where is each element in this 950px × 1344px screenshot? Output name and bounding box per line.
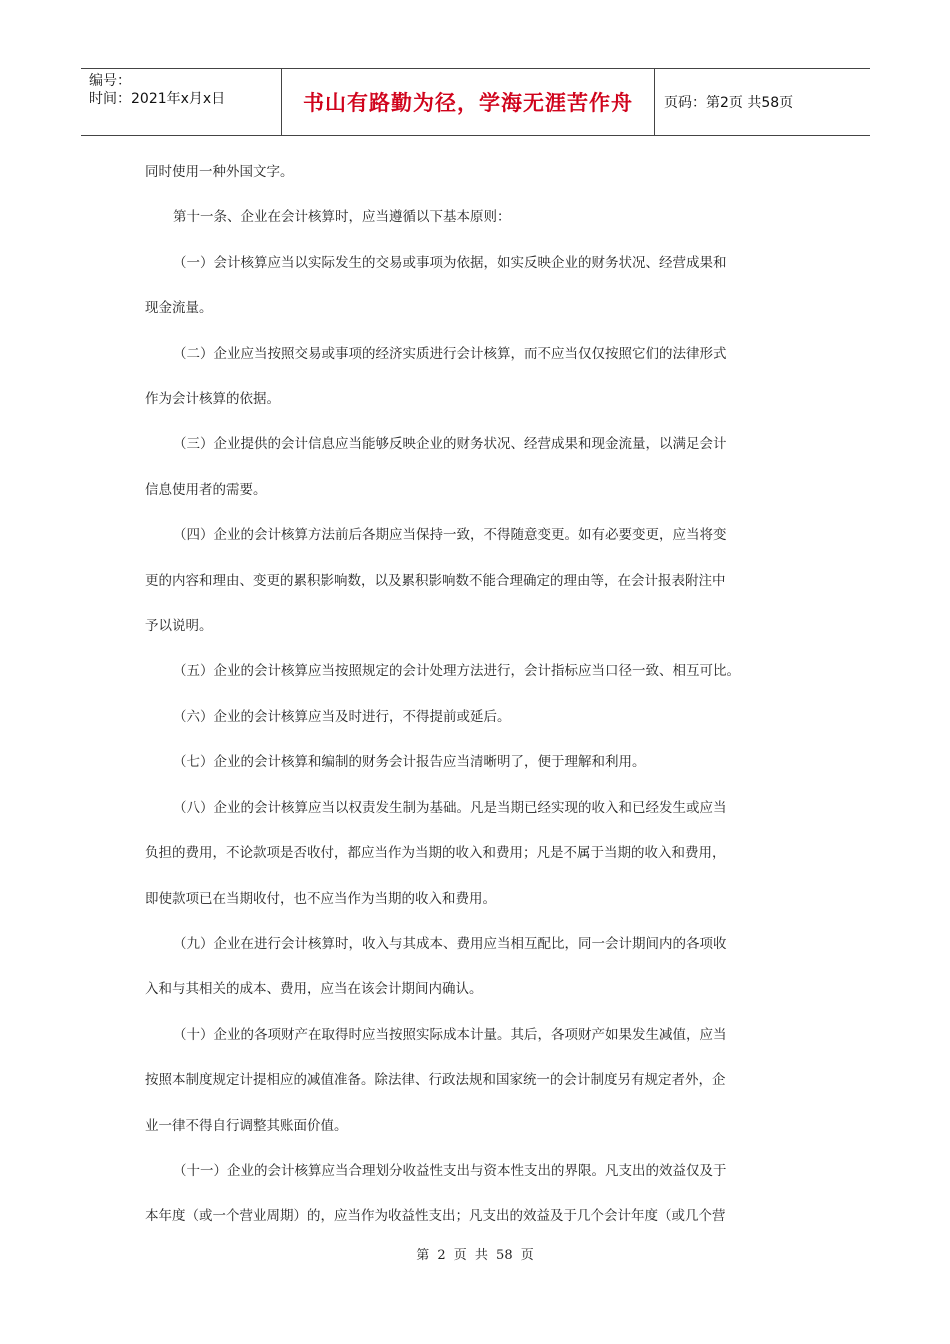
body-line: （五）企业的会计核算应当按照规定的会计处理方法进行，会计指标应当口径一致、相互可比。 [173, 663, 740, 680]
body-line: （十）企业的各项财产在取得时应当按照实际成本计量。其后，各项财产如果发生减值，应当 [173, 1026, 727, 1043]
body-line: （一）会计核算应当以实际发生的交易或事项为依据，如实反映企业的财务状况、经营成果和 [173, 254, 727, 271]
body-line: （九）企业在进行会计核算时，收入与其成本、费用应当相互配比，同一会计期间内的各项收 [173, 935, 727, 952]
document-header [81, 68, 870, 136]
body-line: 更的内容和理由、变更的累积影响数，以及累积影响数不能合理确定的理由等，在会计报表附注中 [145, 572, 726, 589]
body-line: 作为会计核算的依据。 [145, 391, 280, 408]
body-line: 同时使用一种外国文字。 [145, 164, 294, 180]
page-footer: 第 2 页 共 58 页 [416, 1248, 534, 1263]
body-line: 入和与其相关的成本、费用，应当在该会计期间内确认。 [145, 981, 483, 998]
body-line: 本年度（或一个营业周期）的，应当作为收益性支出；凡支出的效益及于几个会计年度（或几个营 [145, 1208, 726, 1225]
body-line: 第十一条、企业在会计核算时，应当遵循以下基本原则： [173, 209, 511, 226]
body-line: 予以说明。 [145, 618, 213, 635]
date-label: 时间：2021年x月x日 [89, 91, 226, 107]
body-line: 业一律不得自行调整其账面价值。 [145, 1117, 348, 1134]
body-line: 信息使用者的需要。 [145, 481, 267, 498]
document-body [145, 150, 800, 1240]
header-motto: 书山有路勤为径，学海无涯苦作舟 [282, 69, 655, 135]
body-line: （六）企业的会计核算应当及时进行，不得提前或延后。 [173, 708, 511, 725]
body-line: 现金流量。 [145, 300, 213, 317]
header-page-info: 页码：第2页 共58页 [664, 95, 794, 111]
body-line: （八）企业的会计核算应当以权责发生制为基础。凡是当期已经实现的收入和已经发生或应当 [173, 799, 727, 816]
body-line: （二）企业应当按照交易或事项的经济实质进行会计核算，而不应当仅仅按照它们的法律形式 [173, 345, 727, 362]
body-line: （三）企业提供的会计信息应当能够反映企业的财务状况、经营成果和现金流量，以满足会计 [173, 436, 727, 453]
body-line: 即使款项已在当期收付，也不应当作为当期的收入和费用。 [145, 890, 496, 907]
number-label: 编号： [89, 73, 131, 89]
body-line: 按照本制度规定计提相应的减值准备。除法律、行政法规和国家统一的会计制度另有规定者外，企 [145, 1072, 726, 1089]
body-line: （四）企业的会计核算方法前后各期应当保持一致，不得随意变更。如有必要变更，应当将变 [173, 527, 727, 544]
header-meta [81, 69, 282, 135]
body-line: （十一）企业的会计核算应当合理划分收益性支出与资本性支出的界限。凡支出的效益仅及于 [173, 1162, 727, 1179]
body-line: 负担的费用，不论款项是否收付，都应当作为当期的收入和费用；凡是不属于当期的收入和费用， [145, 845, 726, 862]
body-line: （七）企业的会计核算和编制的财务会计报告应当清晰明了，便于理解和利用。 [173, 754, 646, 771]
